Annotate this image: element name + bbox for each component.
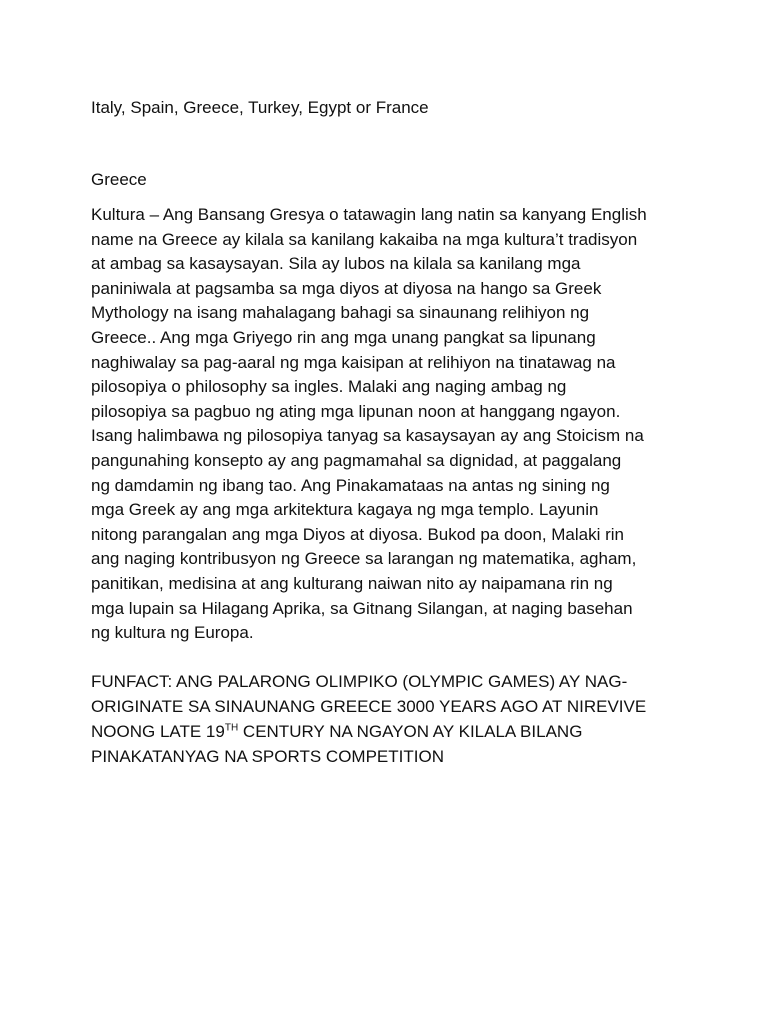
funfact-line: ORIGINATE SA SINAUNANG GREECE 3000 YEARS AGO AT NIREVIVE (91, 697, 647, 716)
paragraph-line: panitikan, medisina at ang kulturang naiwan nito ay naipamana rin ng (91, 573, 613, 593)
paragraph-line: pangunahing konsepto ay ang pagmamahal sa dignidad, at paggalang (91, 450, 622, 470)
funfact-text: NOONG LATE 19 (91, 722, 225, 741)
paragraph-line: Mythology na isang mahalagang bahagi sa sinaunang relihiyon ng (91, 303, 590, 323)
paragraph-line: Kultura – Ang Bansang Gresya o tatawagin lang natin sa kanyang English (91, 205, 647, 224)
paragraph-line: ng kultura ng Europa. (91, 623, 254, 643)
paragraph-line: pilosopiya o philosophy sa ingles. Malaki ang naging ambag ng (91, 377, 567, 397)
funfact-text: CENTURY NA NGAYON AY KILALA BILANG (238, 722, 583, 741)
paragraph-line: at ambag sa kasaysayan. Sila ay lubos na kilala sa kanilang mga (91, 254, 581, 274)
paragraph-line: naghiwalay sa pag-aaral ng mga kaisipan at relihiyon na tinatawag na (91, 352, 616, 372)
ordinal-superscript: TH (224, 722, 239, 734)
paragraph-line: mga Greek ay ang mga arkitektura kagaya ng mga templo. Layunin (91, 500, 599, 520)
paragraph-line: mga lupain sa Hilagang Aprika, sa Gitnang Silangan, at naging basehan (91, 598, 633, 618)
paragraph-line: ang naging kontribusyon ng Greece sa larangan ng matematika, agham, (91, 549, 637, 569)
funfact-line: PINAKATANYAG NA SPORTS COMPETITION (91, 747, 444, 766)
funfact-line (91, 719, 691, 744)
culture-paragraph (91, 203, 691, 646)
paragraph-line: Isang halimbawa ng pilosopiya tanyag sa kasaysayan ay ang Stoicism na (91, 426, 644, 446)
country-heading: Greece (91, 170, 147, 189)
paragraph-line: ng damdamin ng ibang tao. Ang Pinakamataas na antas ng sining ng (91, 475, 610, 495)
funfact-paragraph (91, 669, 691, 769)
paragraph-line: nitong parangalan ang mga Diyos at diyosa. Bukod pa doon, Malaki rin (91, 524, 625, 544)
funfact-line: FUNFACT: ANG PALARONG OLIMPIKO (OLYMPIC GAMES) AY NAG- (91, 672, 628, 691)
paragraph-line: name na Greece ay kilala sa kanilang kakaiba na mga kultura’t tradisyon (91, 229, 638, 249)
paragraph-line: paniniwala at pagsamba sa mga diyos at diyosa na hango sa Greek (91, 278, 602, 298)
document-subtitle: Italy, Spain, Greece, Turkey, Egypt or France (91, 98, 429, 117)
paragraph-line: Greece.. Ang mga Griyego rin ang mga unang pangkat sa lipunang (91, 327, 596, 347)
paragraph-line: pilosopiya sa pagbuo ng ating mga lipunan noon at hanggang ngayon. (91, 401, 621, 421)
